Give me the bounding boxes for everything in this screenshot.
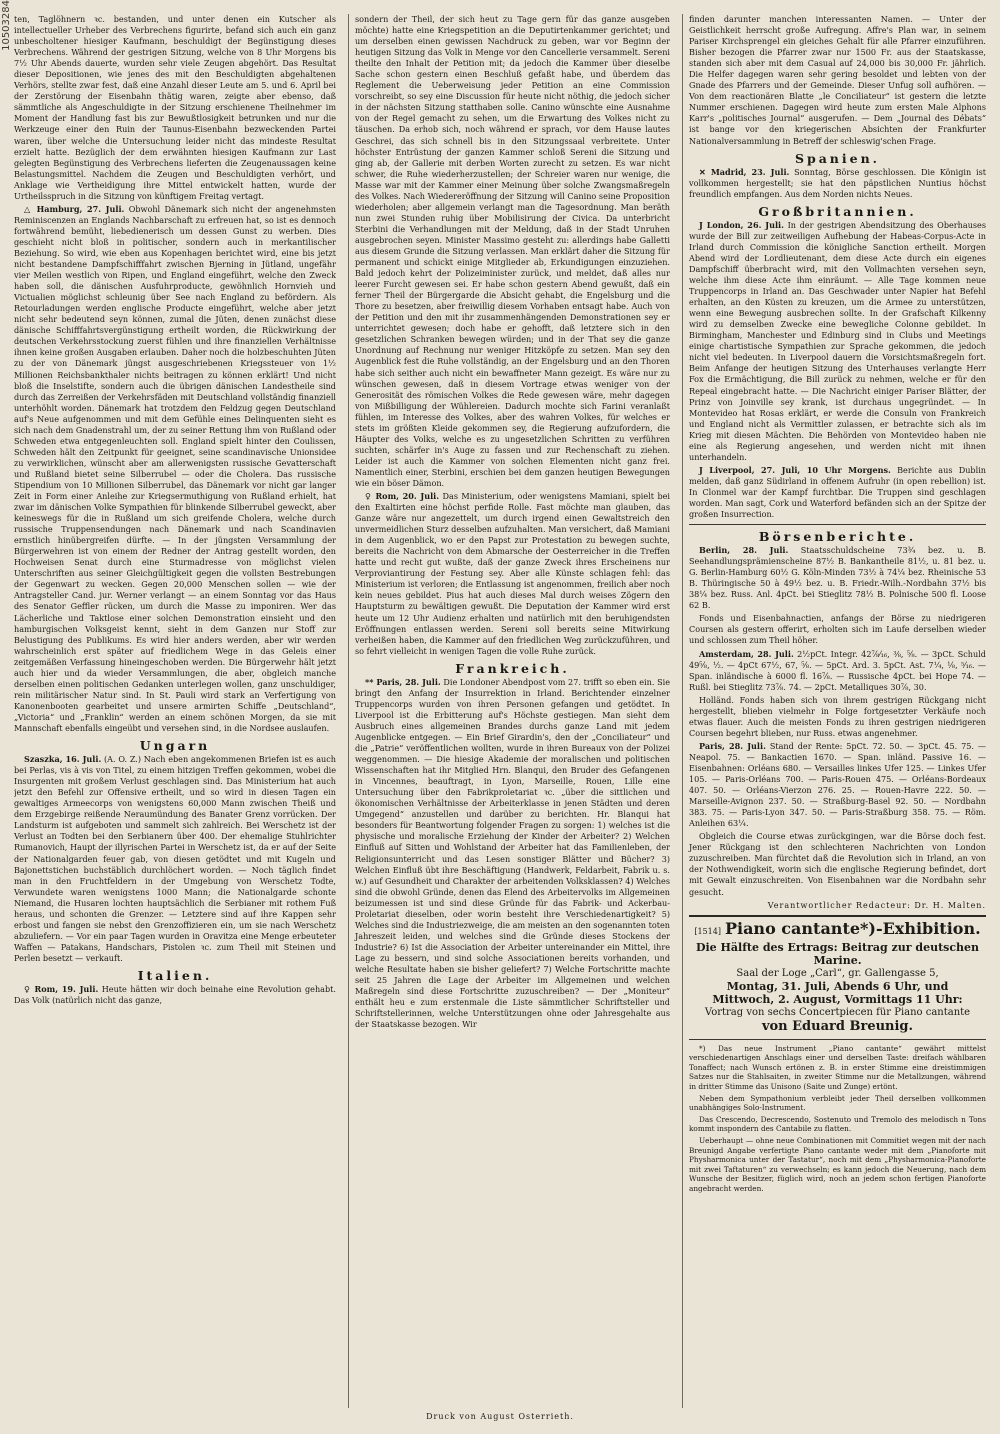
dateline-paris: ** Paris, 28. Juli. [365,676,441,687]
article-rom-20-text: Das Ministerium, oder wenigstens Mamiani, spielt bei den Exaltirten eine höchst perfide Rolle. Fast möchte man glauben, das Ganze wäre nur angezettelt, um durch irgend einen Gewaltstreich den unvermeidlichen Sturz desselben aufzuhalten. Man versichert, daß Mamiani in dem Augenblick, wo er den Papst zur Protestation zu bewegen suchte, bereits die Nachricht von dem Abmarsche der Oesterreicher in die Treffen hatte und recht gut wußte, daß der ganze Zweck ihres Erscheinens nur Verproviantirung der Festung sey. Aber alle Künste schlagen fehl: das Ministerium ist verloren; die Entlassung ist angenommen, freilich aber noch kein neues gebildet. Pius hat auch dieses Mal durch weises Zögern den Hauptsturm zu bewältigen gewußt. Die Deputation der Kammer wird erst heute um 12 Uhr Audienz erhalten und natürlich mit den beruhigendsten Eröffnungen entlassen werden. Sereni soll bereits seine Mitwirkung verheißen haben, die Kammer auf den friedlichen Weg zurückzuführen, und so fehrt vielleicht in wenigen Tagen die volle Ruhe zurück. [355,491,670,656]
article-london-text: In der gestrigen Abendsitzung des Oberhauses wurde der Bill zur zeitweiligen Aufhebung der Habeas-Corpus-Acte in Irland durch Commission die königliche Sanction ertheilt. Morgen Abend wird der Lordlieutenant, dem diese Acte durch ein eigenes Dampfschiff überbracht wird, mit den Vollmachten versehen seyn, welche ihm diese Acte ihm einräumt. — Alle Tage kommen neue Truppencorps in Irland an. Das Geschwader unter Napier hat Befehl erhalten, an den Küsten zu kreuzen, um die Armee zu unterstützen, wenn eine Bewegung ausbrechen sollte. In der Grafschaft Kilkenny wird zu demselben Zwecke eine bewegliche Colonne gebildet. In Birmingham, Manchester und Edinburg sind in Clubs und Meetings einige chartistische Sympathien zur Sprache gekommen, die jedoch nicht viel bedeuten. In Liverpool dauern die Vorsichtsmaßregeln fort. Beim Anfange der heutigen Sitzung des Unterhauses verlangte Herr Fox die Ermächtigung, die Bill zurück zu nehmen, welche er für den Repeal eingebracht hatte. — Die Nachricht einiger Pariser Blätter, der Prinz von Joinville sey krank, ist durchaus ungegründet. — In Montevideo hat Rosas erklärt, er werde die Consuln von Frankreich und England nicht als Vermittler zulassen, er betrachte sich als im Krieg mit diesen Mächten. Die Behörden von Montevideo haben nie eine als Regierung angesehen, und werden nicht mit ihnen unterhandeln. [689,219,986,462]
dateline-rom-20: ♀ Rom, 20. Juli. [365,491,440,502]
column-1 [14,14,336,1408]
report-amsterdam [689,649,986,693]
report-amsterdam-text: 2½pCt. Integr. 42⅞⁄₁₆, ⅜, ⅝. — 3pCt. Schuld 49⅝, ½. — 4pCt 67½, 67, ⅝. — 5pCt. Ard. 3. 5pCt. Ast. 7¼, ⅛, ⁵⁄₁₆. — Span. inländische à 6000 fl. 16⅞. — Russische 4pCt. bei Hope 74. — Rußl. bei Stieglitz 73⅞. 74. — 2pCt. Metalliques 30⅞, 30. [689,648,986,692]
article-szaszka [14,754,336,964]
dateline-madrid: ✕ Madrid, 23. Juli. [699,166,790,177]
dateline-hamburg: △ Hamburg, 27. Juli. [24,203,125,214]
column-2 [348,14,670,1408]
report-amsterdam-comment: Holländ. Fonds haben sich von ihrem gestrigen Rückgang nicht hergestellt, blieben vielmehr in Folge fortgesetzter Verkäufe noch etwas flauer. Auch die meisten Fonds zu ihren gestrigen niedrigeren Coursen begehrt blieben, nur Russ. etwas angenehmer. [689,694,986,738]
ad-divider [689,1039,986,1040]
dateline-amsterdam: Amsterdam, 28. Juli. [699,648,794,659]
dateline-szaszka: Szaszka, 16. Juli. [24,754,102,765]
ad-headline [689,920,986,941]
footnote-4: Ueberhaupt — ohne neue Combinationen mit Commitiet wegen mit der nach Breunigd Angabe verfertigte Piano cantante weder mit dem „Pianoforte mit Physharmonica unter der Tastatur“, noch mit dem „Physharmonica-Pianoforte mit zwei Taftaturen“ zu verwechseln; es kann jedoch die Neuerung, nach dem Wunsche der Besitzer, füglich wird, noch an jedem schon fertigen Pianoforte angebracht werden. [689,1135,986,1193]
ad-code: [1514] [694,926,721,936]
column-grid [14,14,986,1408]
article-szaszka-text: (A. O. Z.) Nach eben angekommenen Briefen ist es auch bei Perlas, vis à vis von Titel, zu einem hitzigen Treffen gekommen, wobei die Insurgenten mit großem Verlust geschlagen sind. Das Ministerium hat auch jetzt den Befehl zur Offensive ertheilt, und so wird in diesen Tagen ein gewaltiges Armeecorps von wenigstens 60,000 Mann zwischen Theiß und dem Erzgebirge reißende Neraumündung des Banater Grenz vorrücken. Der Landsturm ist aufgeboten und sammelt sich zahlreich. Bei Werschetz ist der Verlust an Todten bei den Serbianern über 400. Der ehemalige Stuhlrichter Rumanovich, Haupt der illyrischen Partei in Werschetz ist, da er auf der Seite der Nationalgarden feuer gab, von diesen getödtet und mit Kugeln und Bajonettstichen buchstäblich durchlöchert worden. — Noch täglich findet man in den Fruchtfeldern in der Umgebung von Werschetz Todte, Verwundete waren wenigstens 1000 Mann; die Nationalgarde schonte Niemand, die Husaren lochten hauptsächlich die Serbianer mit rothem Fuß heraus, und schonten die Grenzer. — Letztere sind auf ihre Kappen sehr erbost und fangen sie nebst den Grenzoffizieren ein, um sie nach Werschetz abzuliefern. — Vor ein paar Tagen wurden in Oravitza eine Menge erbeuteter Waffen — Patakans, Handschars, Pistolen ꝛc. zum Theil mit Steinen und Perlen besetzt — verkauft. [14,754,336,963]
dateline-london: J London, 26. Juli. [699,219,784,230]
ad-title: Piano cantante*)-Exhibition. [724,918,981,938]
article-london [689,220,986,463]
section-heading-grossbritannien: Großbritannien. [758,203,917,219]
article-rom-19-text: Heute hätten wir doch beinahe eine Revolution gehabt. Das Volk (natürlich nicht das ganze, [14,984,336,1006]
article-madrid [689,167,986,200]
column-3 [682,14,986,1408]
divider [689,524,986,525]
footnote-3: Das Crescendo, Decrescendo, Sostenuto und Tremolo des melodisch n Tons kommt inspondern des Cantabile zu flatten. [689,1114,986,1134]
advertisement-piano-cantante [689,915,986,1194]
dateline-paris-boerse: Paris, 28. Juli. [699,740,766,751]
section-heading-italien: Italien. [137,967,213,983]
report-paris-comment: Obgleich die Course etwas zurückgingen, war die Börse doch fest. Jener Rückgang ist den schlechteren Nachrichten von London zuzuschreiben. Man fürchtet daß die Revolution sich in Irland, an von der Nothwendigkeit, worin sich die englische Regierung befindet, dort mit Gewalt einzuschreiten. Von Eisenbahnen war die Nordbahn sehr gesucht. [689,831,986,897]
section-heading-ungarn: Ungarn [139,738,211,754]
report-berlin [689,545,986,611]
footnote-1: *) Das neue Instrument „Piano cantante“ gewährt mittelst verschiedenartigen Anschlags einer und derselben Taste: dreifach wählbaren Tonaffect; nach Wunsch ertönen z. B. in erster Stimme eine dreistimmigen Satzes nur die Stahlsaiten, in zweiter Stimme nur die Metallzungen, während in dritter Stimme das Unisono (Saite und Zunge) ertönt. [689,1043,986,1091]
article-hamburg-text: Obwohl Dänemark sich nicht der angenehmsten Reminiscenzen an Englands Nachbarschaft zu erfreuen hat, so ist es dennoch fortwährend bemüht, liebedienerisch um dessen Gunst zu werben. Dies geschieht nicht bloß in politischer, sondern auch in merkantilischer Beziehung. So wird, wie eben aus Kopenhagen berichtet wird, eine bis jetzt nicht bestandene Dampfschifffahrt zwischen Bjerning in Jütland, ungefähr vier Meilen westlich von Ripen, und England eingeführt, welche den Zweck haben soll, die dänischen Ausfuhrproducte, gewöhnlich Hornvieh und Victualien möglichst schleunig über See nach England zu befördern. Als Retourladungen werden englische Producte eingeführt, welche aber jetzt nicht sehr bedeutend seyn können, zumal die Jüten, denen zunächst diese dänische Schifffahrtsvergünstigung ertheilt worden, die Rückwirkung der deutschen Verkehrsstockung zuerst fühlen und ihre finanziellen Verhältnisse ihnen keine großen Ausgaben erlauben. Daher noch die holzbeschuhten Jüten zu der von Dänemark jüngst ausgeschriebenen Kriegssteuer von 1½ Millionen Reichsbankthaler nichts beitragen zu können erklärt! Und nicht bloß die Inselstifte, sondern auch die übrigen dänischen Landestheile sind durch das Zerreißen der Verkehrsfäden mit Deutschland vollständig finanziell unterhöhlt worden. Dänemark hat trotzdem den Feldzug gegen Deutschland auf's Neue aufgenommen und mit dem Gefühle eines Delinquenten sieht es sich nach dem Gnadenstrahl um, der zu seiner Rettung ihm von Rußland oder Schweden etwa entgegenleuchten soll. England spielt hinter den Coulissen, Schweden hält den Zeitpunkt für geeignet, seine scandinavische Unionsidee zu verwirklichen, wünscht aber am allerwenigsten russische Gevatterschaft und Rußland bietet seine Silberrubel — oder die Cholera. Das russische Stipendium von 10 Millionen Silberrubel, das Dänemark vor nicht gar langer Zeit in Form einer Anleihe zur Kriegsermuthigung von Rußland erhielt, hat zwar im dänischen Volke Sympathien für blinkende Silberrubel geweckt, aber keineswegs für die in Rußland um sich greifende Cholera, welche durch russische Truppensendungen nach Dänemark und nach Scandinavien ernstlich hinübergreifen dürfte. — In der jüngsten Versammlung der Bürgerwehren ist von einem der Redner der Antrag gestellt worden, den Hochweisen Senat durch eine Sturmadresse von möglichst vielen Unterschriften aus seiner Gleichgültigkeit gegen die vollsten Bestrebungen der Gegenwart zu wecken. Gegen 20,000 Menschen sollen — wie der Antragsteller Cand. jur. Werner verlangt — an einem Sonntag vor das Haus des Senator Geffler rücken, um durch die Masse zu imponiren. Wer das Lächerliche und Taktlose einer solchen Demonstration einsieht und den hamburgischen Volksgeist kennt, sieht in dem Ganzen nur Stoff zur Belustigung des Publikums. Es wird hier anders werden, aber wir werden wahrscheinlich erst später auf friedlichem Wege in das Geleis einer zeitgemäßen Verfassung hineingeschoben werden. Die Bürgerwehr hält jetzt auch hier und da wieder Versammlungen, die aber, obgleich manche derselben einen politischen Gedanken unterlegen wollen, ganz unschuldiger, rein militärischer Natur sind. In St. Pauli wird stark an Verfertigung von Kanonenbooten gearbeitet und unsere armirten Schiffe „Deutschland“, „Victoria“ und „Franklin“ werden an einem schönen Morgen, da sie mit Mannschaft ebenfalls eingeübt und versehen sind, in die Nordsee auslaufen. [14,203,336,733]
section-heading-frankreich: Frankreich. [455,660,570,676]
article-rom-20 [355,491,670,657]
footnote-2: Neben dem Sympathonium verbleibt jeder Theil derselben vollkommen unabhängiges Solo-Instrument. [689,1093,986,1113]
ad-line-date-1: Montag, 31. Juli, Abends 6 Uhr, und [726,979,949,993]
article-paris-text: Die Londoner Abendpost vom 27. trifft so eben ein. Sie bringt den Anfang der Insurrektion in Irland. Berichtender einzelner Truppencorps wurden von ihren Personen gefangen und getödtet. In Liverpool ist die Erbitterung auf's Höchste gestiegen. Man sieht dem Ausbruch eines allgemeinen Brandes durchs ganze Land mit jedem Augenblicke entgegen. — Ein Brief Girardin's, den der „Conciliateur“ und die „Patrie“ veröffentlichen wollten, wurde in ihren Bureaux von der Polizei weggenommen. — Die hiesige Akademie der moralischen und politischen Wissenschaften hat ihr Mitglied Hrn. Blanqui, den Bruder des Gefangenen in Vincennes, beauftragt, in Lyon, Marseille, Rouen, Lille eine Untersuchung über den Fabrikproletariat ꝛc. „über die sittlichen und ökonomischen Verhältnisse der Arbeiterklasse in jenen Städten und deren Umgegend“ anzustellen und darüber zu berichten. Hr. Blanqui hat besonders für Beantwortung folgender Fragen zu sorgen: 1) welches ist die physische und moralische Erziehung der Kinder der Arbeiter? 2) Welchen Einfluß auf Sitten und Wohlstand der Arbeiter hat das Familienleben, der Religionsunterricht und das Lesen sonstiger Blätter und Bücher? 3) Welchen Einfluß übt ihre Beschäftigung (Handwerk, Feldarbeit, Fabrik u. s. w.) auf Gesundheit und Charakter der arbeitenden Volksklassen? 4) Welches sind die obwohl Gründe, denen das Elend des Arbeitervolks im Allgemeinen beizumessen ist und sind diese Gründe für das Fabrik- und Ackerbau-Proletariat dieselben, oder worin besteht ihre Verschiedenartigkeit? 5) Welches sind die Industriezweige, die am meisten an den sogenannten toten Jahreszeit leiden, und welches sind die Gründe dieses Stockens der Industrie? 6) Ist die Association der Arbeiter untereinander ein Mittel, ihre Lage zu bessern, und sind solche Associationen bereits vorhanden, und welche Resultate haben sie bisher geliefert? 7) Welche Fortschritte machte seit 25 Jahren die Lage der Arbeiter im Allgemeinen und welchen Maßregeln sind diese Fortschritte zuzuschreiben? — Der „Moniteur“ enthält heu e zum erstenmale die Liste sämmtlicher Schriftsteller und Schriftstellerinnen, welche Unterstützungen ohne oder Jahresgehalte aus der Staatskasse bezogen. Wir [355,676,670,1030]
ad-line-performer: von Eduard Breunig. [761,1018,914,1034]
dateline-liverpool: J Liverpool, 27. Juli, 10 Uhr Morgens. [699,464,891,475]
article-frankfurt-continued: ten, Taglöhnern ꝛc. bestanden, und unter denen ein Kutscher als intellectueller Urheber des Verbrechens figurirte, befand sich auch ein ganz unbescholtener hiesiger Kaufmann, beschuldigt der Begünstigung dieses Verbrechens. Während der gestrigen Sitzung, welche von 8 Uhr Morgens bis 7½ Uhr Abends dauerte, wurden sehr viele Zeugen abgehört. Das Resultat dieser Depositionen, wie jenes des mit den Beschuldigten abgehaltenen Verhörs, stellte zwar fest, daß eine Anzahl dieser Leute am 5. und 6. April bei der Zerstörung der Eisenbahn thätig waren, zeigte aber ebenso, daß sämmtliche als Angeschuldigte in der Sitzung erschienene Theilnehmer im Moment der Handlung fast bis zur Bewußtlosigkeit betrunken und nur die Werkzeuge einer den Ruin der Taunus-Eisenbahn bezweckenden Partei waren, über welche die Untersuchung leider nicht das mindeste Resultat erzielt hatte. Bezüglich der dem erwähnten hiesigen Kaufmann zur Last gelegten Begünstigung des Verbrechens lieferten die Zeugenaussagen keine Belastungsmittel. Nachdem die Zeugen und Beschuldigten verhört, und Anklage wie Vertheidigung ihre Mittel entwickelt hatten, wurde der Urtheilsspruch in die Sitzung von künftigem Freitag vertagt. [14,14,336,201]
article-paris-continued: finden darunter manchen interessanten Namen. — Unter der Geistlichkeit herrscht große Aufregung. Affre's Plan war, in seinem Pariser Kirchsprengel ein gleiches Gehalt für alle Pfarrer einzuführen. Bisher bezogen die Pfarrer zwar nur 1500 Fr. aus der Staatskasse, standen sich aber mit dem Casual auf 24,000 bis 30,000 Fr. jährlich. Die Helfer dagegen waren sehr gering besoldet und lebten von der Gnade des Pfarrers und der Gemeinde. Dieser Unfug soll aufhören. — Von dem reactionären Blatte „le Conciliateur“ ist gestern die letzte Nummer erschienen. Dagegen wird heute zum ersten Male Alphons Karr's „politisches Journal“ ausgerufen. — Dem „Journal des Débats“ ist bange vor den kriegerischen Absichten der Frankfurter Nationalversammlung in Betreff der schleswig'schen Frage. [689,14,986,146]
dateline-rom-19: ♀ Rom, 19. Juli. [24,984,99,995]
report-paris [689,741,986,829]
printer-imprint: Druck von August Osterrieth. [426,1412,574,1421]
ad-line-program: Vortrag von sechs Concertpiecen für Piano cantante [704,1006,971,1018]
dateline-berlin: Berlin, 28. Juli. [699,545,789,556]
article-madrid-text: Sonntag, Börse geschlossen. Die Königin ist vollkommen hergestellt; sie hat den päpstlichen Nuntius höchst freundlich empfangen. Aus dem Norden nichts Neues. [689,166,986,199]
archive-id: 10503284 [1,0,12,51]
ad-line-date-2: Mittwoch, 2. August, Vormittags 11 Uhr: [712,992,963,1006]
article-rom-19-continued: sondern der Theil, der sich heut zu Tage gern für das ganze ausgeben möchte) hatte eine Kriegspetition an die Deputirtenkammer gerichtet; und um derselben einen gewissen Nachdruck zu geben, war vor Beginn der heutigen Sitzung das Volk in Menge vor den Cancellerie versammelt. Sereni theilte den Inhalt der Petition mit; da jedoch die Kammer über dieselbe Sache schon gestern einen Beschluß gefaßt habe, und überdem das Reglement die Ueberweisung jeder Petition an eine Commission vorschreibt, so sey eine Discussion für heute nicht nöthig, die jedoch sicher in der nächsten Sitzung statthaben solle. Canino wünschte eine Ausnahme von der Regel gemacht zu sehen, um die Erwartung des Volkes nicht zu täuschen. Da erhob sich, noch während er sprach, vor dem Hause lautes Geschrei, das sich schnell bis in den Sitzungssaal verbreitete. Unter höchster Entrüstung der ganzen Kammer schloß Sereni die Sitzung und ging ab, der Gallerie mit derben Worten zurecht zu setzen. Es war nicht schwer, die Ruhe wiederherzustellen; der Schreier waren nur wenige, die Masse war mit der Kammer einer Meinung über solche Zwangsmaßregeln des Volkes. Nach Wiedereröffnung der Sitzung will Canino seine Proposition wiederholen; aber allgemein verlangt man die Tagesordnung. Man beräth nun zwei Stunden ruhig über Mobilisirung der Civica. Da unterbricht Sterbini die Verhandlungen mit der Meldung, daß in der Stadt Unruhen ausgebrochen seyen. Minister Massimo gesteht zu: allerdings habe Galletti aus diesem Grunde die Sitzung verlassen. Man erklärt daher die Sitzung für permanent und schickt einige Mitglieder ab, Erkundigungen einzuziehen. Bald jedoch kehrt der Polizeiminister zurück, und meldet, daß alles nur leerer Furcht gewesen sei. Er habe schon gestern Abend gewußt, daß ein ferner Theil der Bürgergarde die Absicht gehabt, die Engelsburg und die Thore zu besetzen, aber freiwillig diesem Vorhaben entsagt habe. Auch von der Petition und den mit ihr zusammenhängenden Demonstrationen sey er unterrichtet gewesen; doch habe er gehofft, daß letztere sich in den gesetzlichen Schranken bewegen würden; und in der That sey die ganze Unordnung auf Rechnung nur weniger Hitzköpfe zu setzen. Man sey den Augenblick fest die Ruhe vollständig, an der Engelsburg und an den Thoren habe sich seither auch nicht ein bewaffneter Mann gezeigt. Es wäre nur zu wünschen gewesen, daß in diesem Vortrage etwas weniger von der Generosität des römischen Volkes die Rede gewesen wäre, mehr dagegen von Mißbilligung der Wühlereien. Dadurch mochte sich Farini veranlaßt fühlen, im Interesse des Volkes, aber des wahren Volkes, für welches er stets im größten Kleide gekommen sey, die Regierung aufzufordern, die Häupter des Volks, welche es zu ungesetzlichen Schritten zu verführen suchten, schärfer in's Auge zu fassen und zur Rechenschaft zu ziehen. Leider ist auch die Kammer von solchen Elementen nicht ganz frei. Namentlich einer, Sterbini, erschien bei dem ganzen heutigen Bewegungen wie ein böser Dämon. [355,14,670,488]
report-berlin-text: Staatsschuldscheine 73¾ bez. u. B. Seehandlungsprämienscheine 87½ B. Bankantheile 81½, u. 81 bez. u. G. Berlin-Hamburg 60½ G. Köln-Minden 73½ à 74¼ bez. Rheinische 53 B. Thüringische 50 à 49½ bez. u. B. Friedr.-Wilh.-Nordbahn 37½ bis 38¼ bez. Russ. Anl. 4pCt. bei Stieglitz 78½ B. Polnische 500 fl. Loose 62 B. [689,545,986,611]
responsible-editor: Verantwortlicher Redacteur: Dr. H. Malten. [767,900,986,910]
section-heading-boersenberichte: Börsenberichte. [758,529,917,545]
article-liverpool [689,465,986,520]
article-hamburg [14,204,336,734]
report-berlin-comment: Fonds und Eisenbahnactien, anfangs der Börse zu niedrigeren Coursen als gestern offerirt, erholten sich im Laufe derselben wieder und schlossen zum Theil höher. [689,613,986,646]
report-paris-text: Stand der Rente: 5pCt. 72. 50. — 3pCt. 45. 75. — Neapol. 75. — Bankactien 1670. — Span. inländ. Passive 16. — Eisenbahnen: Orléans 680. — Versailles linkes Ufer 125. — Linkes Ufer 105. — Paris-Orléans 700. — Paris-Rouen 475. — Orléans-Bordeaux 407. 50. — Orléans-Vierzon 276. 25. — Rouen-Havre 222. 50. — Marseille-Avignon 237. 50. — Straßburg-Basel 92. 50. — Nordbahn 383. 75. — Paris-Lyon 347. 50. — Paris-Straßburg 358. 75. — Röm. Anleihen 63¼. [689,740,986,829]
article-rom-19 [14,984,336,1006]
ad-line-proceeds: Die Hälfte des Ertrags: Beitrag zur deutschen Marine. [695,940,980,967]
ad-footnote [689,1044,986,1194]
section-heading-spanien: Spanien. [794,150,881,166]
ad-line-venue: Saal der Loge „Carl“, gr. Gallengasse 5, [736,967,939,979]
article-liverpool-text: Berichte aus Dublin melden, daß ganz Südirland in offenem Aufruhr (in open rebellion) ist. In Clonmel war der Kampf furchtbar. Die Truppen sind geschlagen worden. Man sagt, Cork und Waterford befänden sich an der Spitze der großen Insurrection. [689,464,986,520]
article-paris [355,677,670,1031]
